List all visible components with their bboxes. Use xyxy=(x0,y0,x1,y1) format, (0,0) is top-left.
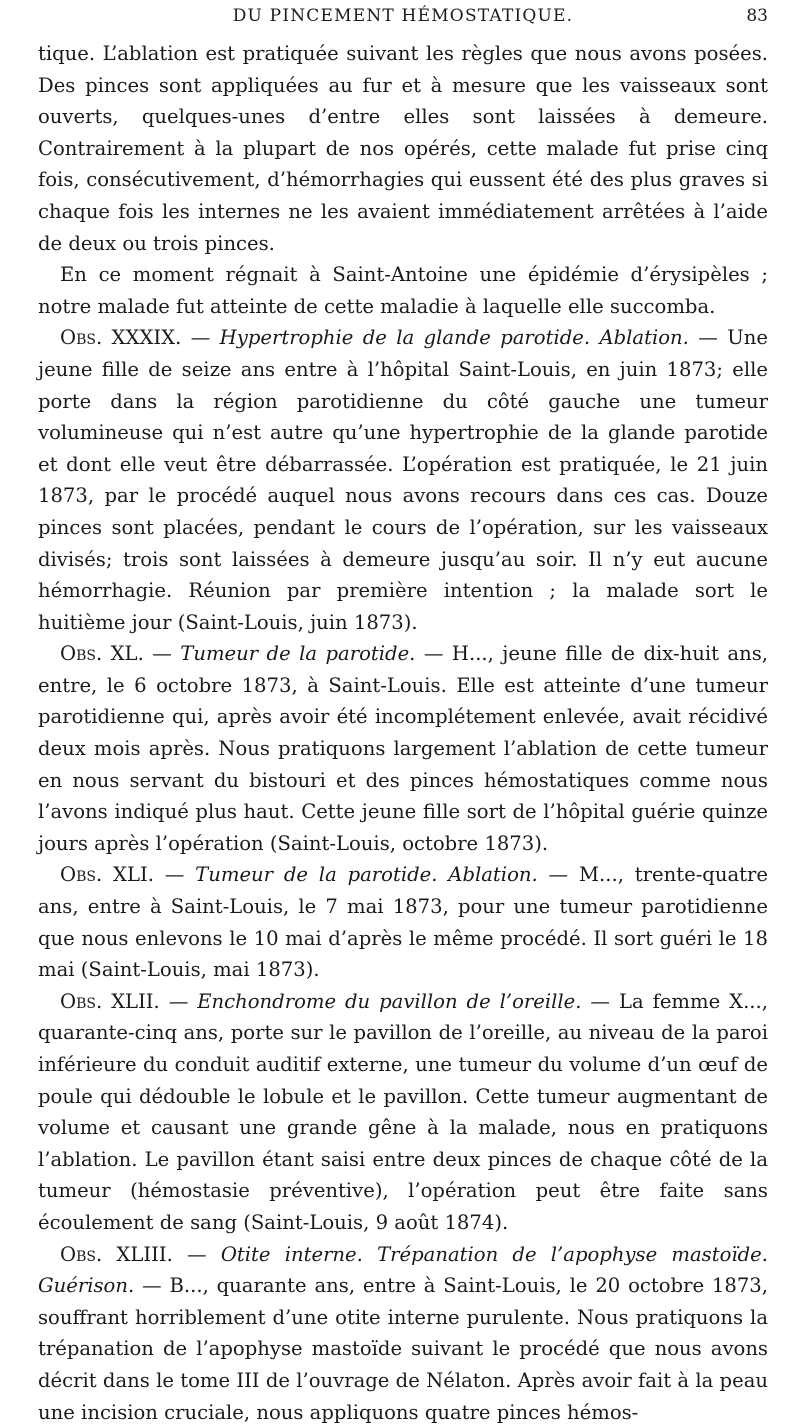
em-dash: — xyxy=(164,863,185,887)
running-head xyxy=(38,2,768,38)
observation-title: Tumeur de la parotide. xyxy=(180,642,416,666)
observation-43 xyxy=(38,1239,768,1428)
observation-title: Enchondrome du pavillon de l’oreille. xyxy=(197,989,582,1013)
paragraph-continuation xyxy=(38,38,768,259)
observation-40 xyxy=(38,638,768,859)
paragraph-text: tique. L’ablation est pratiquée suivant les règles que nous avons posées. Des pinces sont appliquées au fur et à mesure que les vaisseaux sont ouverts, quelques-unes d’entre elles sont laissées à demeure. Contrairement à la plupart de nos opérés, cette malade fut prise cinq fois, consécutivement, d’hémorrhagies qui eussent été des plus graves si chaque fois les internes ne les avaient immédiatement arrêtées à l’aide de deux ou trois pinces. xyxy=(38,42,768,255)
observation-title: Otite interne. Trépanation de l’apophyse mastoïde. Guérison. xyxy=(38,1242,768,1298)
observation-label: Obs. XL. xyxy=(60,642,144,666)
em-dash: — xyxy=(698,326,718,350)
em-dash: — xyxy=(190,326,211,350)
observation-label: Obs. XLIII. xyxy=(60,1242,173,1266)
observation-text: H..., jeune fille de dix-huit ans, entre, le 6 octobre 1873, à Saint-Louis. Elle est atteinte d’une tumeur parotidienne qui, après avoir été incomplétement enlevée, avait récidivé deux mois après. Nous pratiquons largement l’ablation de cette tumeur en nous servant du bistouri et des pinces hémostatiques comme nous l’avons indiqué plus haut. Cette jeune fille sort de l’hôpital guérie quinze jours après l’opération (Saint-Louis, octobre 1873). xyxy=(38,642,768,855)
observation-label: Obs. XLI. xyxy=(60,863,154,887)
observation-text: M..., trente-quatre ans, entre à Saint-Louis, le 7 mai 1873, pour une tumeur parotidienne que nous enlevons le 10 mai d’après le même procédé. Il sort guéri le 18 mai (Saint-Louis, mai 1873). xyxy=(38,863,768,982)
em-dash: — xyxy=(187,1242,207,1266)
em-dash: — xyxy=(142,1274,162,1298)
observation-label: Obs. XLII. xyxy=(60,989,160,1013)
em-dash: — xyxy=(548,863,569,887)
paragraph-epidemic xyxy=(38,259,768,322)
observation-39 xyxy=(38,322,768,638)
paragraph-text: En ce moment régnait à Saint-Antoine une épidémie d’érysipèles ; notre malade fut atteinte de cette maladie à laquelle elle succomba. xyxy=(38,263,768,318)
observation-title: Hypertrophie de la glande parotide. Ablation. xyxy=(219,326,689,350)
book-page xyxy=(38,0,768,1428)
em-dash: — xyxy=(590,989,611,1013)
running-title: DU PINCEMENT HÉMOSTATIQUE. xyxy=(232,6,574,26)
observation-42 xyxy=(38,986,768,1239)
observation-text: Une jeune fille de seize ans entre à l’hôpital Saint-Louis, en juin 1873; elle porte dans la région parotidienne du côté gauche une tumeur volumineuse qui n’est autre qu’une hypertrophie de la glande parotide et dont elle veut être débarrassée. L’opération est pratiquée, le 21 juin 1873, par le procédé auquel nous avons recours dans ces cas. Douze pinces sont placées, pendant le cours de l’opération, sur les vaisseaux divisés; trois sont laissées à demeure jusqu’au soir. Il n’y eut aucune hémorrhagie. Réunion par première intention ; la malade sort le huitième jour (Saint-Louis, juin 1873). xyxy=(38,326,768,634)
body-text xyxy=(38,38,768,1428)
em-dash: — xyxy=(168,989,189,1013)
observation-title: Tumeur de la parotide. Ablation. xyxy=(195,863,538,887)
em-dash: — xyxy=(423,642,444,666)
observation-label: Obs. XXXIX. xyxy=(60,326,182,350)
em-dash: — xyxy=(152,642,172,666)
observation-text: B..., quarante ans, entre à Saint-Louis, le 20 octobre 1873, souffrant horriblement d’une otite interne purulente. Nous pratiquons la trépanation de l’apophyse mastoïde suivant le procédé que nous avons décrit dans le tome III de l’ouvrage de Nélaton. Après avoir fait à la peau une incision cruciale, nous appliquons quatre pinces hémos- xyxy=(38,1274,768,1424)
observation-text: La femme X..., quarante-cinq ans, porte sur le pavillon de l’oreille, au niveau de la paroi inférieure du conduit auditif externe, une tumeur du volume d’un œuf de poule qui dédouble le lobule et le pavillon. Cette tumeur augmentant de volume et causant une grande gêne à la malade, nous en pratiquons l’ablation. Le pavillon étant saisi entre deux pinces de chaque côté de la tumeur (hémostasie préventive), l’opération peut être faite sans écoulement de sang (Saint-Louis, 9 août 1874). xyxy=(38,989,768,1234)
observation-41 xyxy=(38,859,768,985)
page-number: 83 xyxy=(746,6,768,26)
